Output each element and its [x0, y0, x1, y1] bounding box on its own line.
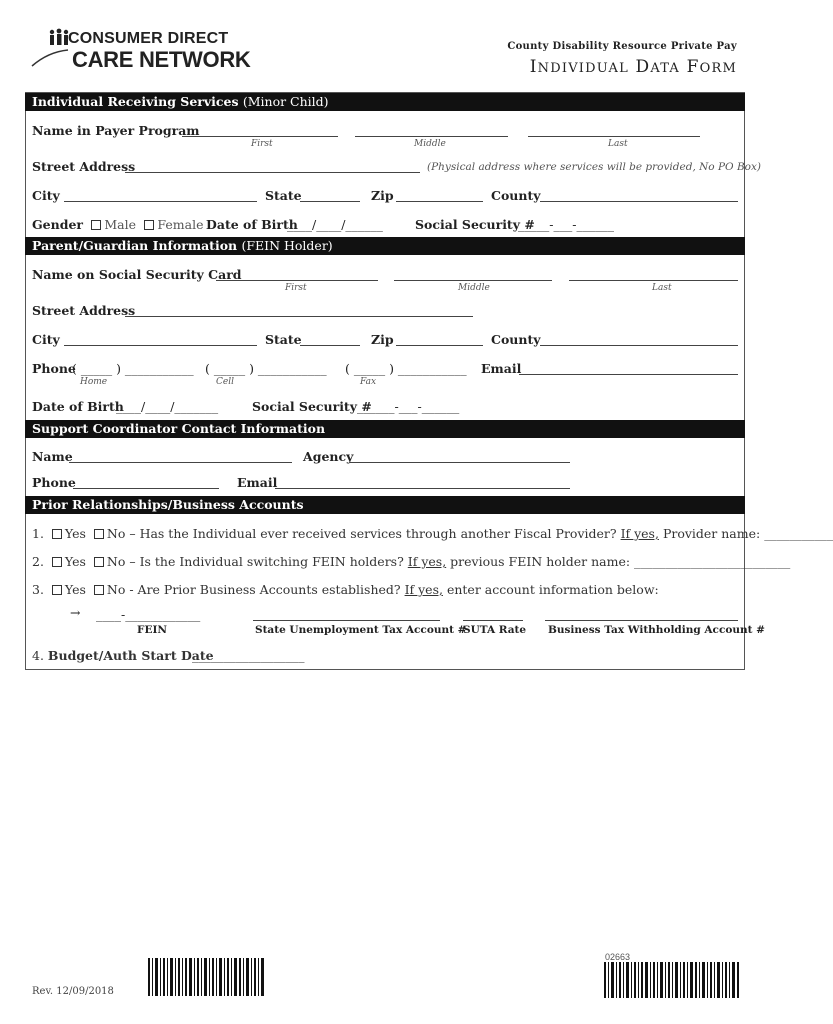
q2-no-checkbox[interactable] — [94, 557, 104, 567]
logo-swoosh-icon — [30, 48, 70, 68]
dob-label: Date of Birth — [206, 217, 298, 232]
g-dob-field[interactable]: ____/____/_______ — [116, 399, 219, 414]
middle-name-field[interactable] — [355, 136, 508, 137]
section-individual-header: Individual Receiving Services (Minor Child) — [25, 93, 745, 111]
g-street-label: Street Address — [32, 303, 136, 318]
sc-phone-label: Phone — [32, 475, 76, 490]
guardian-first-field[interactable] — [216, 280, 378, 281]
city-field[interactable] — [64, 201, 257, 202]
col-suta: SUTA Rate — [463, 624, 527, 636]
question-4: 4. Budget/Auth Start Date — [32, 648, 214, 663]
logo-text-top: CONSUMER DIRECT — [68, 30, 229, 47]
female-checkbox[interactable] — [144, 220, 154, 230]
ssn-field[interactable]: _____-___-______ — [518, 217, 614, 232]
barcode-left — [148, 958, 266, 996]
street-label: Street Address — [32, 159, 136, 174]
sc-name-label: Name — [32, 449, 73, 464]
q3-no-checkbox[interactable] — [94, 585, 104, 595]
question-1: 1. Yes No – Has the Individual ever received services through another Fiscal Provider? If yes, Provider name: ___________ — [32, 526, 833, 541]
g-street-field[interactable] — [125, 316, 473, 317]
gender-row: Gender Male Female — [32, 217, 204, 232]
last-name-field[interactable] — [528, 136, 700, 137]
g-email-field[interactable] — [519, 374, 738, 375]
g-last-caption: Last — [652, 283, 672, 293]
state-unemployment-field[interactable] — [253, 620, 440, 621]
g-first-caption: First — [285, 283, 307, 293]
g-city-field[interactable] — [64, 345, 257, 346]
zip-label: Zip — [371, 188, 394, 203]
ssc-name-label: Name on Social Security Card — [32, 267, 242, 282]
sc-email-label: Email — [237, 475, 278, 490]
people-logo-icon — [48, 28, 70, 48]
state-field[interactable] — [300, 201, 360, 202]
g-ssn-label: Social Security # — [252, 399, 372, 414]
q1-no-checkbox[interactable] — [94, 529, 104, 539]
sc-name-field[interactable] — [69, 462, 292, 463]
logo-text-bottom: CARE NETWORK — [72, 47, 251, 72]
sc-email-field[interactable] — [275, 488, 570, 489]
g-ssn-field[interactable]: ______-___-______ — [357, 399, 460, 414]
sc-agency-label: Agency — [303, 449, 354, 464]
q3-yes-checkbox[interactable] — [52, 585, 62, 595]
sc-phone-field[interactable] — [73, 488, 219, 489]
budget-start-date-field[interactable]: __________________ — [192, 648, 305, 663]
revision-date: Rev. 12/09/2018 — [32, 986, 114, 997]
q1-yes-checkbox[interactable] — [52, 529, 62, 539]
g-city-label: City — [32, 332, 60, 347]
suta-rate-field[interactable] — [463, 620, 523, 621]
fax-field[interactable]: ( _____ ) ___________ — [345, 361, 467, 376]
first-name-field[interactable] — [182, 136, 338, 137]
fax-caption: Fax — [360, 377, 377, 387]
business-tax-field[interactable] — [545, 620, 738, 621]
street-note: (Physical address where services will be provided, No PO Box) — [427, 161, 762, 173]
g-dob-label: Date of Birth — [32, 399, 124, 414]
barcode-number: 02663 — [605, 952, 631, 962]
form-title: INDIVIDUAL DATA FORM — [529, 57, 737, 77]
g-state-field[interactable] — [300, 345, 360, 346]
section-prior-header: Prior Relationships/Business Accounts — [25, 496, 745, 514]
question-2: 2. Yes No – Is the Individual switching FEIN holders? If yes, previous FEIN holder name: _________________________ — [32, 554, 791, 569]
barcode-right — [604, 961, 740, 999]
cell-caption: Cell — [216, 377, 234, 387]
section-guardian-header: Parent/Guardian Information (FEIN Holder) — [25, 237, 745, 255]
col-business-tax: Business Tax Withholding Account # — [548, 624, 765, 636]
g-email-label: Email — [481, 361, 522, 376]
g-state-label: State — [265, 332, 302, 347]
state-label: State — [265, 188, 302, 203]
home-caption: Home — [80, 377, 108, 387]
ssn-label: Social Security # — [415, 217, 535, 232]
g-zip-field[interactable] — [396, 345, 483, 346]
question-3: 3. Yes No - Are Prior Business Accounts established? If yes, enter account information below: — [32, 582, 659, 597]
home-phone-field[interactable]: ( _____ ) ___________ — [72, 361, 194, 376]
guardian-middle-field[interactable] — [394, 280, 552, 281]
sc-agency-field[interactable] — [350, 462, 570, 463]
zip-field[interactable] — [396, 201, 483, 202]
g-phone-label: Phone — [32, 361, 76, 376]
first-caption: First — [251, 139, 273, 149]
city-label: City — [32, 188, 60, 203]
col-fein: FEIN — [137, 624, 167, 636]
guardian-last-field[interactable] — [569, 280, 738, 281]
form-subtitle: County Disability Resource Private Pay — [507, 41, 737, 52]
col-state-unemployment: State Unemployment Tax Account # — [255, 624, 467, 636]
q2-yes-checkbox[interactable] — [52, 557, 62, 567]
middle-caption: Middle — [414, 139, 446, 149]
g-county-label: County — [491, 332, 541, 347]
g-zip-label: Zip — [371, 332, 394, 347]
fein-field[interactable]: ____-____________ — [96, 607, 201, 622]
last-caption: Last — [608, 139, 628, 149]
street-field[interactable] — [125, 172, 420, 173]
male-checkbox[interactable] — [91, 220, 101, 230]
g-county-field[interactable] — [540, 345, 738, 346]
section-coordinator-header: Support Coordinator Contact Information — [25, 420, 745, 438]
cell-phone-field[interactable]: ( _____ ) ___________ — [205, 361, 327, 376]
county-label: County — [491, 188, 541, 203]
arrow-icon: → — [70, 605, 81, 620]
dob-field[interactable]: ____/____/______ — [287, 217, 383, 232]
g-middle-caption: Middle — [458, 283, 490, 293]
county-field[interactable] — [540, 201, 738, 202]
name-payer-label: Name in Payer Program — [32, 123, 200, 138]
